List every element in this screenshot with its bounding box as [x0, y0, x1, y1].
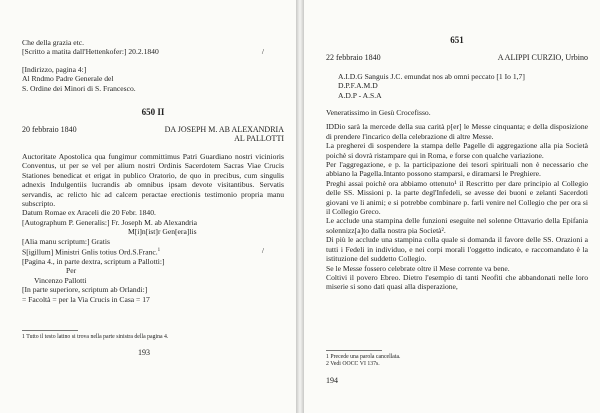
page-number: 193: [138, 348, 150, 357]
doc-date: 20 febbraio 1840: [22, 125, 77, 134]
vincenzo-line: Vincenzo Pallotti: [34, 275, 87, 285]
paragraph: IDDio sarà la mercede della sua carità p[er] le Messe cinquanta; e della disposizione di prendere l'incarico della celebrazione di altre Messe.: [326, 122, 588, 141]
latin-body: Auctoritate Apostolica qua fungimur committimus Patri Guardiano nostri vicinioris Conventus, ut per se vel per alium nostri Ordinis Sacerdotem Sacras Viae Crucis Stationes benedicat et erigat in publico Oratorio, de quo in precibus, cum singulis adnexis Indulgentiis lucrandis ab omnibus ipsam devote visitantibus. Servatis servandis, ac relicto hic ad calcem peractae erectionis testimonio propria manu subscripto.: [22, 152, 284, 209]
doc-number: 651: [450, 35, 464, 45]
right-footnotes: [326, 346, 588, 368]
doc-recipient-2: AL PALLOTTI: [234, 134, 284, 144]
address-line: S. Ordine dei Minori di S. Francesco.: [22, 83, 136, 93]
doc-651-meta: [326, 53, 588, 62]
superiore-line: [In parte superiore, scriptum ab Orlandi:]: [22, 285, 148, 295]
footnote: 1 Precede una parola cancellata.: [326, 354, 401, 360]
slash-mark: /: [261, 47, 264, 57]
doc-651-header: [326, 36, 588, 45]
paragraph: Coltivi il povero Ebreo. Dietro l'esempio di tanti Neofiti che abbandonati nelle loro miserie si sono dati quasi alla disperazione,: [326, 272, 588, 292]
page-number: 194: [326, 376, 338, 385]
doc-number: 650 II: [141, 107, 165, 117]
autograph-line: [Autographum P. Generalis:] Fr. Joseph M. ab Alexandria: [22, 217, 198, 227]
footnote: 2 Vedi OOCC VI 137s.: [326, 361, 380, 367]
sigillum-line: [22, 246, 160, 257]
paragraph: Le acclude una stampina delle funzioni eseguite nel solenne Ottavario della Epifania solennizz[a]to dalla nostra pia Società².: [326, 216, 588, 235]
doc-recipient: A ALIPPI CURZIO, Urbino: [497, 53, 588, 62]
datum-line: Datum Romae ex Araceli die 20 Febr. 1840.: [22, 208, 156, 218]
footnote-rule: [326, 350, 382, 351]
paragraph: Di più le acclude una stampina colla quale si domanda il favore delle SS. Orazioni a tutti i Fedeli in individuo, e nei corpi morali l'oggetto indicato, e raccomandato è la istituzione del suddetto Collegio.: [326, 235, 588, 264]
pencil-note: [Scritto a matita dall'Hettenkofer:] 20.2.1840: [22, 47, 159, 57]
doc-650-header: [22, 108, 284, 117]
doc-date: 22 febbraio 1840: [326, 53, 381, 62]
facolta-line: = Facoltà = per la Via Crucis in Casa = 17: [22, 294, 150, 304]
footnote-rule: [22, 330, 78, 331]
slash-mark: /: [261, 246, 264, 256]
adp-line: A.D.P - A.S.A: [338, 90, 382, 100]
right-page: [304, 0, 600, 413]
address-heading: [Indirizzo, pagina 4:]: [22, 64, 87, 74]
alia-line: [Alia manu scriptum:] Gratis: [22, 236, 110, 246]
per-line: Per: [66, 266, 77, 276]
invocation-block: [326, 72, 588, 100]
paragraph: Per l'aggregazione, e p. la participazione dei tesori spirituali non è necessario che abbiano la Pagella.Intanto possono stamparsi, e diramarsi le Preghiere.: [326, 160, 588, 179]
letter-body: [326, 108, 588, 292]
paragraph: Se le Messe fossero celebrate oltre il Mese corrente va bene.: [326, 263, 510, 273]
footnote: 1 Tutto il testo latino si trova nella parte sinistra della pagina 4.: [22, 334, 169, 340]
greeting: Veneratissimo in Gesù Crocefisso.: [326, 108, 431, 117]
sigillum-text: S[igillum] Ministri Gnlis totius Ord.S.Franc.: [22, 247, 158, 257]
doc-650-body: [22, 152, 284, 304]
dpfamd-line: D.P.F.A.M.D: [338, 81, 378, 91]
aidg-line: A.I.D.G Sanguis J.C. emundat nos ab omni peccato [1 Io 1,7]: [338, 72, 525, 81]
left-top-block: [22, 38, 284, 93]
pagina-line: [Pagina 4., in parte dextra, scriptum a Pallotti:]: [22, 257, 165, 266]
closing-line: Che della grazia etc.: [22, 38, 84, 47]
book-gutter: [296, 0, 304, 413]
address-line: Al Rndmo Padre Generale del: [22, 74, 114, 84]
paragraph: La pregherei di sospendere la stampa delle Pagelle di aggregazione alla pia Società poichè si dovrà ristampare qui in Roma, e forse con qualche variazione.: [326, 141, 588, 160]
left-footnotes: [22, 326, 284, 341]
doc-recipient: DA JOSEPH M. AB ALEXANDRIA: [164, 125, 284, 134]
paragraph: Preghi assai poichè ora abbiamo ottenuto¹ il Rescritto per dare principio al Collegio delle SS. Missioni p. la parte degl'Infedeli, se avesse dei buoni e zelanti Sacerdoti giovani ve li animi; e si potrebbe combinare p. farli venire nel Collegio che per ora si il Collegio Greco.: [326, 178, 588, 217]
left-page: [0, 0, 296, 413]
footnote-ref: 1: [157, 248, 161, 254]
minister-line: M[i]n[ist]r Gen[era]lis: [128, 227, 197, 237]
doc-650-meta: [22, 125, 284, 144]
